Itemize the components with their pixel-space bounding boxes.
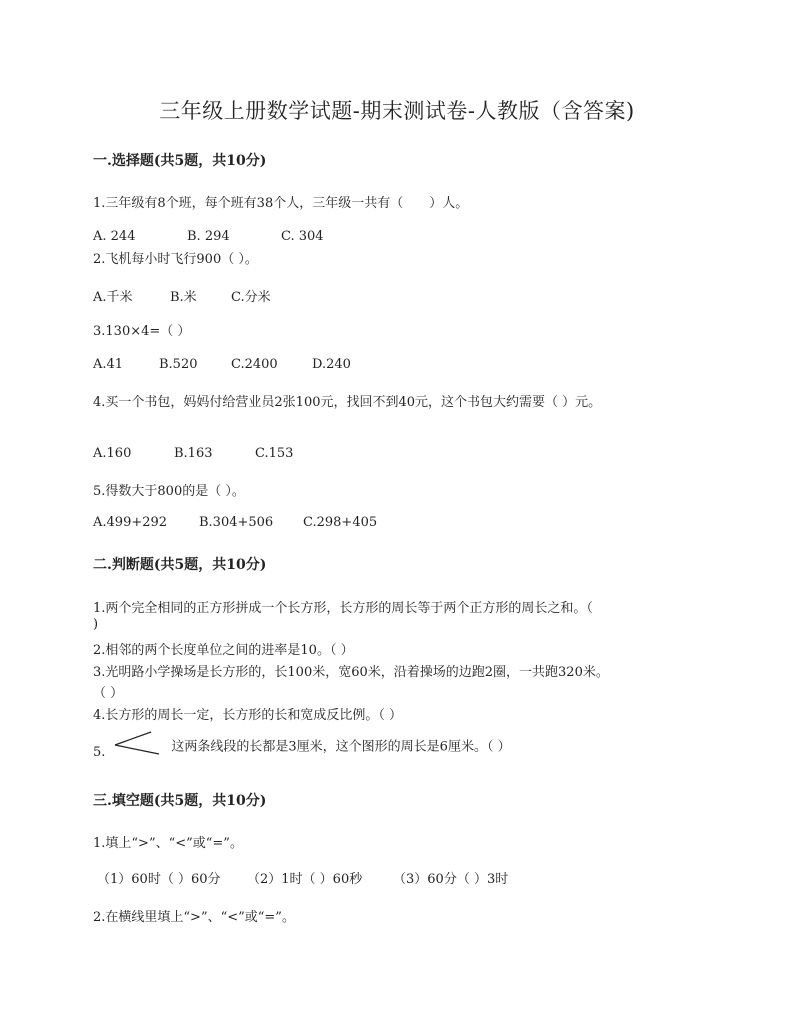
option-c: C.298+405 — [303, 515, 378, 530]
option-c: C. 304 — [281, 229, 324, 244]
section-heading-choice: 一.选择题(共5题，共10分) — [93, 153, 267, 169]
options-1-4 — [93, 446, 293, 461]
options-1-2 — [93, 286, 271, 305]
angle-figure — [113, 730, 161, 760]
question-3-1: 1.填上“>”、“<”或“=”。 — [93, 836, 243, 851]
option-d: D.240 — [312, 357, 351, 372]
question-2-2: 2.相邻的两个长度单位之间的进率是10。（ ） — [93, 643, 354, 658]
page-title: 三年级上册数学试题-期末测试卷-人教版（含答案) — [159, 99, 635, 123]
question-1-1: 1.三年级有8个班，每个班有38个人，三年级一共有（ ）人。 — [93, 196, 469, 211]
question-3-1-items — [97, 868, 508, 887]
option-a: A.千米 — [93, 290, 133, 305]
option-a: A.499+292 — [93, 515, 168, 530]
blank-item-2: （2）1时（ ）60秒 — [247, 872, 363, 887]
option-a: A.160 — [93, 446, 132, 461]
option-b: B.米 — [170, 290, 197, 305]
options-1-5 — [93, 515, 377, 530]
question-1-4: 4.买一个书包，妈妈付给营业员2张100元，找回不到40元，这个书包大约需要（ ）元。 — [93, 395, 602, 410]
question-1-5: 5.得数大于800的是（ ）。 — [93, 484, 245, 499]
option-c: C.2400 — [231, 357, 278, 372]
question-2-4: 4.长方形的周长一定，长方形的长和宽成反比例。（ ） — [93, 708, 403, 723]
question-2-3-line2: （ ） — [93, 686, 124, 701]
question-3-2: 2.在横线里填上“>”、“<”或“=”。 — [93, 910, 295, 925]
question-1-2: 2.飞机每小时飞行900（ ）。 — [93, 252, 258, 267]
option-a: A.41 — [93, 357, 124, 372]
option-b: B.520 — [159, 357, 198, 372]
question-2-3-line1: 3.光明路小学操场是长方形的，长100米，宽60米，沿着操场的边跑2圈，一共跑320米。 — [93, 665, 609, 680]
option-b: B. 294 — [187, 229, 230, 244]
question-2-1-line1: 1.两个完全相同的正方形拼成一个长方形，长方形的周长等于两个正方形的周长之和。（ — [93, 601, 593, 616]
question-2-5 — [93, 730, 511, 760]
blank-item-3: （3）60分（ ）3时 — [393, 872, 509, 887]
options-1-1 — [93, 229, 324, 244]
question-number: 5. — [93, 745, 106, 760]
option-b: B.304+506 — [199, 515, 274, 530]
section-heading-judge: 二.判断题(共5题，共10分) — [93, 557, 267, 573]
question-1-3: 3.130×4=（ ） — [93, 324, 191, 339]
options-1-3 — [93, 357, 351, 372]
blank-item-1: （1）60时（ ）60分 — [97, 872, 221, 887]
section-heading-fill: 三.填空题(共5题，共10分) — [93, 793, 267, 809]
question-text: 这两条线段的长都是3厘米，这个图形的周长是6厘米。（ ） — [171, 739, 511, 755]
option-c: C.分米 — [231, 290, 271, 305]
option-c: C.153 — [255, 446, 294, 461]
option-b: B.163 — [174, 446, 213, 461]
option-a: A. 244 — [93, 229, 136, 244]
question-2-1-line2: ) — [93, 617, 99, 632]
